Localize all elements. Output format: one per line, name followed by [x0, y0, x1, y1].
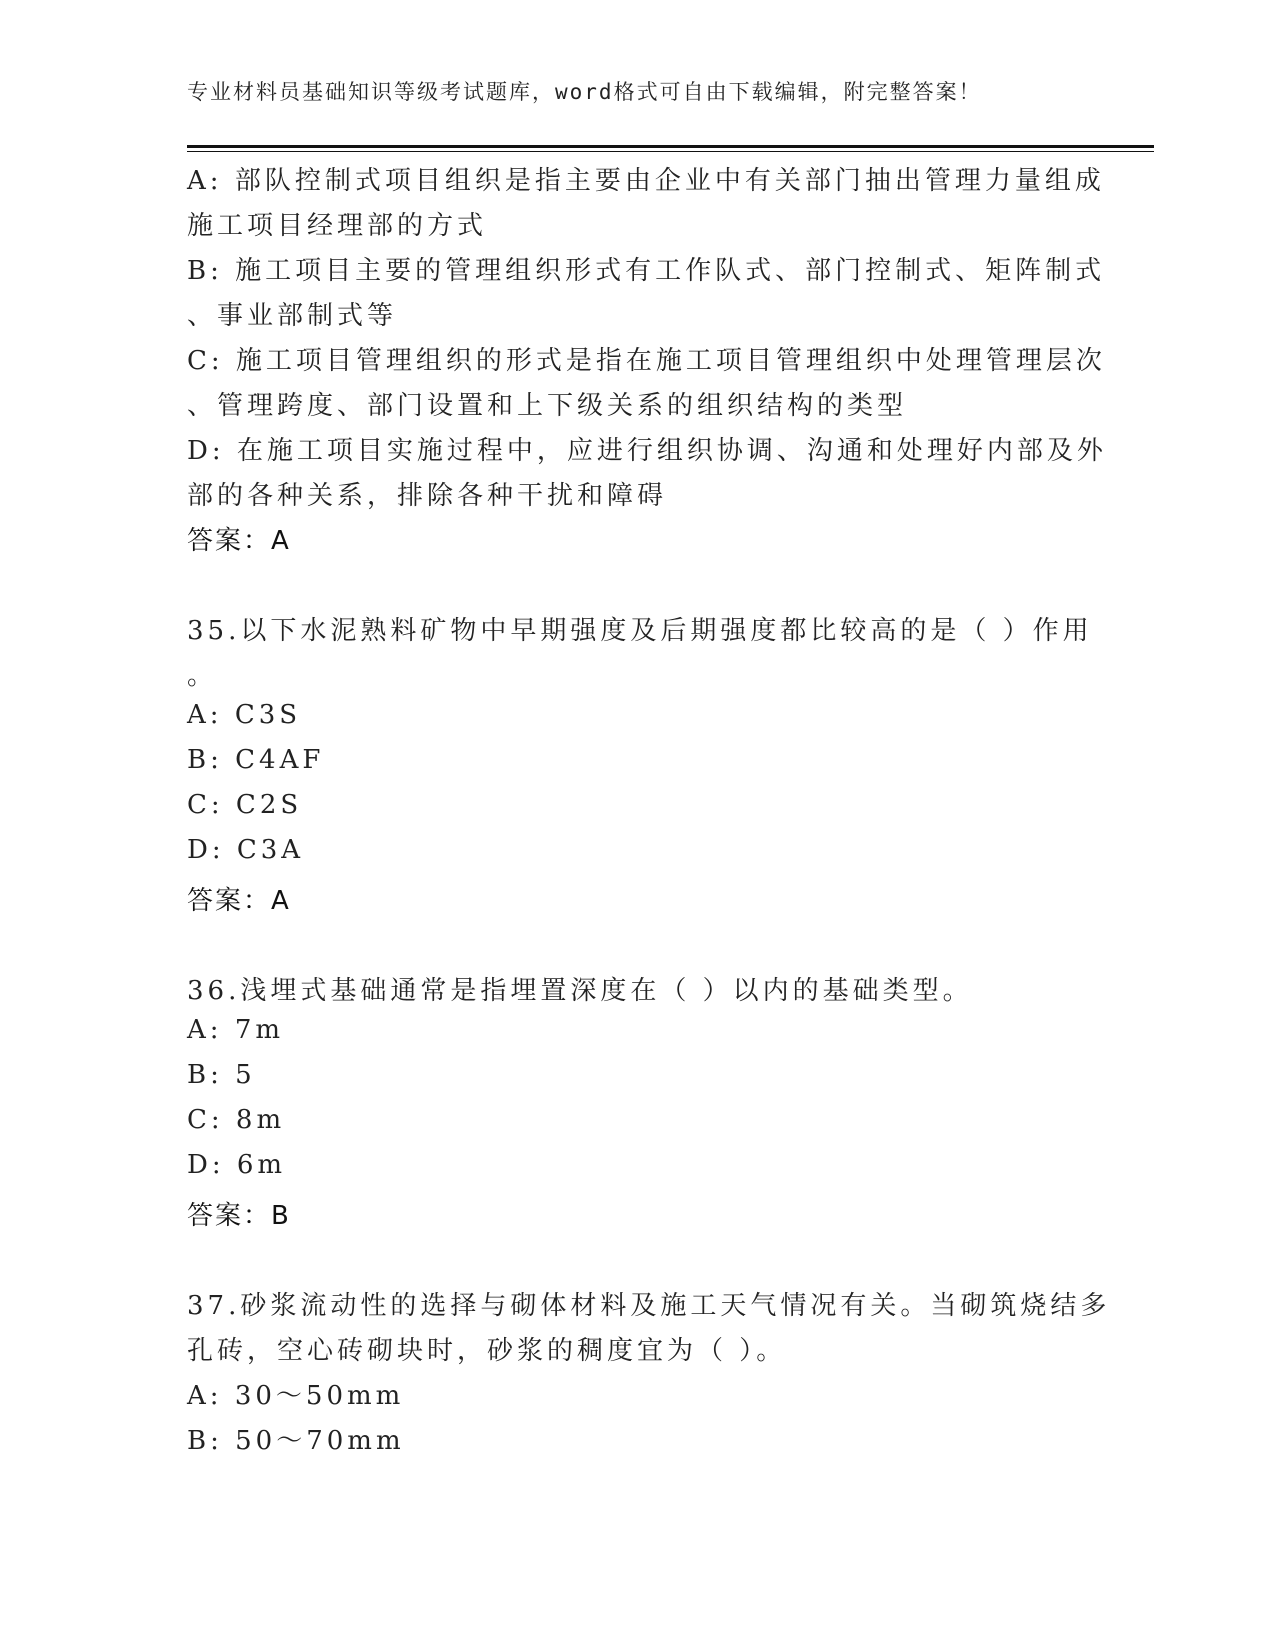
prev-option-b-line1 [187, 250, 1105, 287]
prev-option-c-line1 [187, 340, 1106, 377]
prev-option-d-line2: 部的各种关系，排除各种干扰和障碍 [187, 481, 668, 511]
option-label: C: [187, 1105, 224, 1135]
q36-option-d [187, 1150, 286, 1180]
option-label: C: [187, 346, 224, 376]
option-label: A: [187, 700, 223, 730]
q35-stem-line1: 35.以下水泥熟料矿物中早期强度及后期强度都比较高的是（ ）作用 [187, 616, 1093, 646]
option-text: 施工项目主要的管理组织形式有工作队式、部门控制式、矩阵制式 [235, 256, 1106, 286]
q36-stem-line1: 36.浅埋式基础通常是指埋置深度在（ ）以内的基础类型。 [187, 976, 973, 1006]
option-label: D: [187, 436, 225, 466]
q35-option-c [187, 790, 302, 820]
option-text: 7m [234, 1015, 285, 1045]
option-label: B: [187, 1426, 223, 1456]
q37-option-a [187, 1375, 404, 1412]
option-label: B: [187, 745, 223, 775]
q35-answer: 答案：A [187, 886, 291, 916]
option-label: D: [187, 1150, 225, 1180]
q36-answer: 答案：B [187, 1201, 291, 1231]
q35-option-b [187, 745, 324, 775]
header-divider-thick [187, 145, 1154, 148]
option-text: 施工项目管理组织的形式是指在施工项目管理组织中处理管理层次 [235, 346, 1106, 376]
q35-option-d [187, 835, 304, 865]
option-text: 50～70mm [235, 1426, 405, 1456]
q37-stem-line1: 37.砂浆流动性的选择与砌体材料及施工天气情况有关。当砌筑烧结多 [187, 1291, 1111, 1321]
option-text: 30～50mm [234, 1381, 405, 1411]
q37-stem-line2: 孔砖，空心砖砌块时，砂浆的稠度宜为（ ）。 [187, 1336, 787, 1366]
q35-option-a [187, 700, 301, 730]
option-label: B: [187, 1060, 223, 1090]
option-label: A: [187, 1015, 223, 1045]
q36-option-c [187, 1105, 285, 1135]
header-divider-thin [187, 151, 1154, 152]
option-text: 在施工项目实施过程中，应进行组织协调、沟通和处理好内部及外 [236, 436, 1107, 466]
prev-option-a-line2: 施工项目经理部的方式 [187, 211, 488, 241]
prev-option-b-line2: 、事业部制式等 [187, 301, 398, 331]
prev-option-d-line1 [187, 430, 1107, 467]
page-header: 专业材料员基础知识等级考试题库，word格式可自由下载编辑，附完整答案！ [187, 80, 982, 104]
option-text: C3S [234, 700, 302, 730]
q37-option-b [187, 1420, 405, 1457]
option-text: C2S [235, 790, 303, 820]
option-label: A: [187, 1381, 223, 1411]
option-text: 8m [235, 1105, 286, 1135]
option-label: A: [187, 166, 223, 196]
q36-option-b [187, 1060, 256, 1090]
option-text: 5 [235, 1060, 256, 1090]
q36-option-a [187, 1015, 284, 1045]
q35-stem-line2: 。 [187, 661, 218, 691]
option-text: C3A [236, 835, 305, 865]
prev-answer: 答案：A [187, 526, 291, 556]
option-text: 部队控制式项目组织是指主要由企业中有关部门抽出管理力量组成 [234, 166, 1105, 196]
option-label: B: [187, 256, 223, 286]
option-text: 6m [236, 1150, 287, 1180]
option-label: D: [187, 835, 225, 865]
option-label: C: [187, 790, 224, 820]
option-text: C4AF [235, 745, 325, 775]
prev-option-c-line2: 、管理跨度、部门设置和上下级关系的组织结构的类型 [187, 391, 908, 421]
prev-option-a-line1 [187, 160, 1105, 197]
